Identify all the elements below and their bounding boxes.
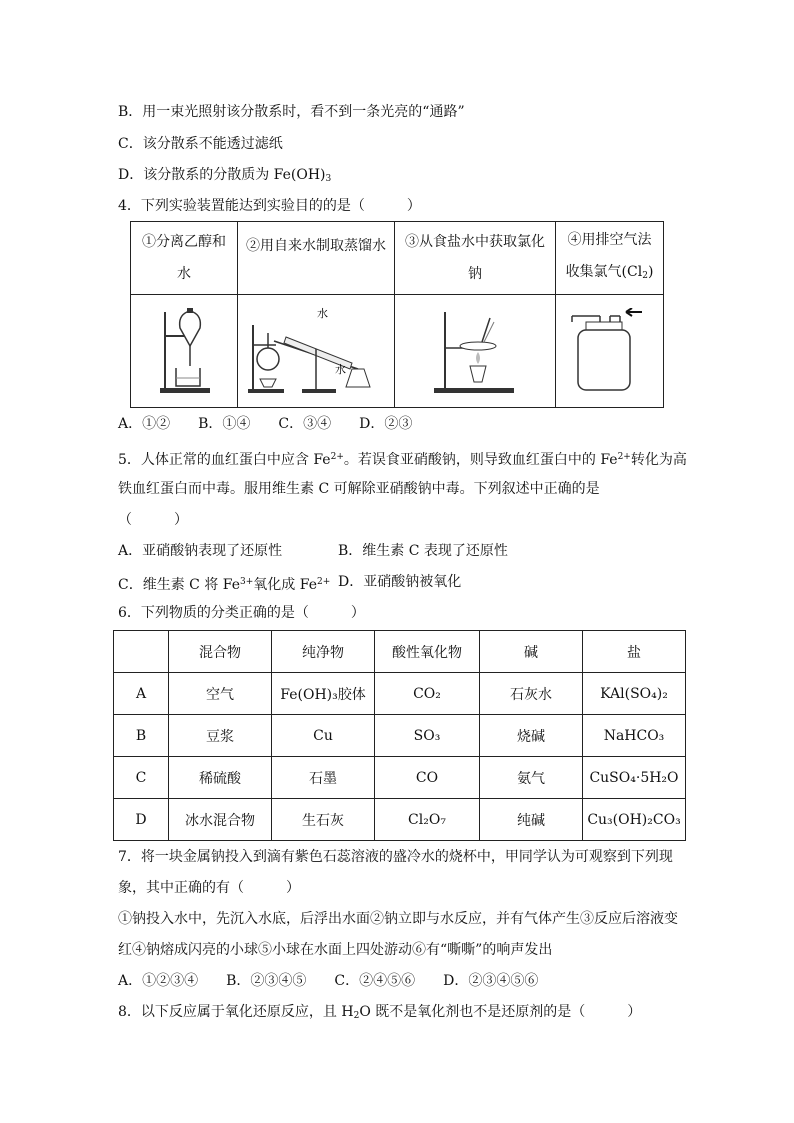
table-cell: KAl(SO₄)₂ (583, 673, 686, 715)
table-cell: CO (375, 757, 480, 799)
table-cell: 烧碱 (480, 715, 583, 757)
q7-stem-line2: 象，其中正确的有（ ） (118, 880, 300, 896)
evaporation-icon (430, 308, 520, 394)
q7-statements-line2: 红④钠熔成闪亮的小球⑤小球在水面上四处游动⑥有“嘶嘶”的响声发出 (118, 942, 553, 958)
table-cell: A (114, 673, 169, 715)
exp-cell-4: ④用排空气法 收集氯气$(Cl_2)$ (556, 222, 664, 295)
table-cell: Cu₃(OH)₂CO₃ (583, 799, 686, 841)
q8-stem: 8．以下反应属于氧化还原反应，且 $H_2O$ 既不是氧化剂也不是还原剂的是（ ） (118, 1004, 642, 1021)
table-cell: 冰水混合物 (169, 799, 272, 841)
table-cell: Fe(OH)₃胶体 (272, 673, 375, 715)
table-cell: 豆浆 (169, 715, 272, 757)
distillation-image (238, 295, 395, 408)
water-in-label: 水 (317, 307, 328, 320)
table-cell: 生石灰 (272, 799, 375, 841)
water-out-label: 水 (335, 363, 346, 376)
q7-stem-line1: 7．将一块金属钠投入到滴有紫色石蕊溶液的盛冷水的烧杯中，甲同学认为可观察到下列现 (118, 849, 673, 865)
table-header-cell: 酸性氧化物 (375, 631, 480, 673)
q5-option-d: D．亚硝酸钠被氧化 (338, 574, 462, 590)
separatory-funnel-icon (154, 306, 214, 396)
q4-stem: 4．下列实验装置能达到实验目的的是（ ） (118, 198, 421, 214)
q5-stem-line2: 铁血红蛋白而中毒。服用维生素 C 可解除亚硝酸钠中毒。下列叙述中正确的是 (118, 481, 600, 497)
exp-cell-3: ③从食盐水中获取氯化 钠 (395, 222, 556, 295)
table-header-cell: 混合物 (169, 631, 272, 673)
q3-option-c: C．该分散系不能透过滤纸 (118, 136, 283, 152)
table-cell: D (114, 799, 169, 841)
table-header-row (114, 631, 686, 673)
exp-cell-1: ①分离乙醇和 水 (131, 222, 238, 295)
table-row (114, 799, 686, 841)
table-cell: 纯碱 (480, 799, 583, 841)
table-cell: Cu (272, 715, 375, 757)
q5-stem-line1: 5．人体正常的血红蛋白中应含 $Fe^{2+}$。若误食亚硝酸钠，则导致血红蛋白中的 $Fe^{2+}$转化为高 (118, 452, 687, 468)
table-cell: NaHCO₃ (583, 715, 686, 757)
q5-stem-line3: （ ） (118, 512, 188, 528)
gas-collection-image (556, 295, 664, 408)
table-cell: CO₂ (375, 673, 480, 715)
table-cell: Cl₂O₇ (375, 799, 480, 841)
q4-options: A．①② B．①④ C．③④ D．②③ (118, 416, 413, 432)
q3-option-d: D．该分散系的分散质为 $Fe(OH)_3$ (118, 167, 332, 184)
table-cell: SO₃ (375, 715, 480, 757)
table-cell: 石灰水 (480, 673, 583, 715)
distillation-icon (246, 307, 386, 395)
table-cell: C (114, 757, 169, 799)
gas-bottle-icon (570, 308, 650, 394)
exp-cell-2: ②用自来水制取蒸馏水 (238, 222, 395, 295)
q6-stem: 6．下列物质的分类正确的是（ ） (118, 605, 365, 621)
table-row (114, 715, 686, 757)
q7-options: A．①②③④ B．②③④⑤ C．②④⑤⑥ D．②③④⑤⑥ (118, 973, 539, 989)
q7-statements-line1: ①钠投入水中，先沉入水底，后浮出水面②钠立即与水反应，并有气体产生③反应后溶液变 (118, 911, 678, 927)
q3-option-b: B．用一束光照射该分散系时，看不到一条光亮的“通路” (118, 104, 465, 120)
q5-option-a: A．亚硝酸钠表现了还原性 (118, 543, 283, 559)
table-header-cell (114, 631, 169, 673)
table-cell: CuSO₄·5H₂O (583, 757, 686, 799)
table-cell: 石墨 (272, 757, 375, 799)
table-cell: 氨气 (480, 757, 583, 799)
table-header-cell: 纯净物 (272, 631, 375, 673)
table-row (114, 673, 686, 715)
table-cell: 空气 (169, 673, 272, 715)
table-cell: 稀硫酸 (169, 757, 272, 799)
q5-option-c: C．维生素 C 将 $Fe^{3+}$氧化成 $Fe^{2+}$ (118, 577, 331, 593)
classification-table (113, 630, 686, 841)
table-row (114, 757, 686, 799)
evaporation-image (395, 295, 556, 408)
table-header-cell: 碱 (480, 631, 583, 673)
q5-option-b: B．维生素 C 表现了还原性 (338, 543, 508, 559)
separatory-funnel-image (131, 295, 238, 408)
table-header-cell: 盐 (583, 631, 686, 673)
table-cell: B (114, 715, 169, 757)
experiment-table (130, 221, 664, 408)
